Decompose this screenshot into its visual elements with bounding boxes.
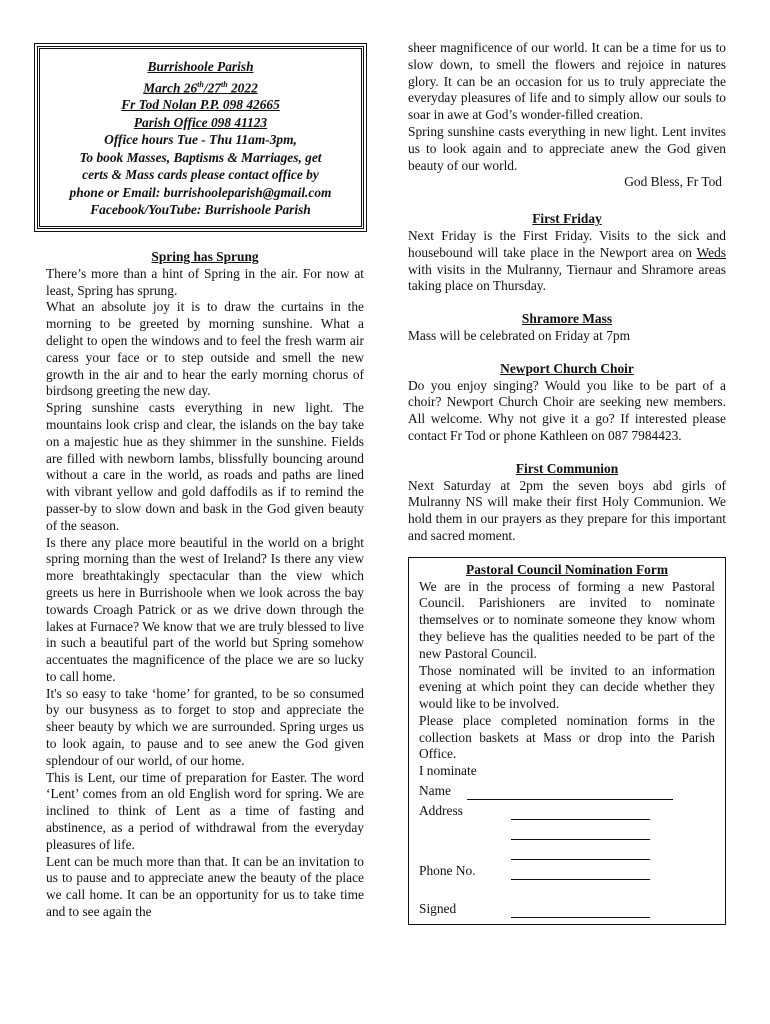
address-label: Address — [419, 803, 463, 819]
address-row-3 — [419, 840, 715, 860]
choir-text: Do you enjoy singing? Would you like to be part of a choir? Newport Church Choir are seeking new members. All welcome. Why not give it a go? If interested please contact Fr Tod or phone Kathleen on 087 7984423. — [408, 377, 726, 443]
address-row-2 — [419, 820, 715, 840]
date-line: March 26th/27th 2022 — [143, 79, 258, 95]
spring-paragraph: sheer magnificence of our world. It can be a time for us to slow down, to smell the flowers and rejoice in natures glory. It can be an occasion for us to truly appreciate the everyday pleasures of life and to simply allow our souls to soar in awe at God’s wonder-filled creation. — [408, 40, 726, 123]
name-row — [419, 780, 715, 800]
signed-row — [419, 898, 715, 918]
address-row — [419, 800, 715, 820]
form-title: Pastoral Council Nomination Form — [466, 561, 668, 577]
choir-title: Newport Church Choir — [500, 360, 634, 376]
form-paragraph: Please place completed nomination forms in the collection baskets at Mass or drop into the Parish Office. — [419, 712, 715, 762]
shramore-text: Mass will be celebrated on Friday at 7pm — [408, 327, 631, 343]
spring-paragraph: It's so easy to take ‘home’ for granted, to be so consumed by our busyness as to forget to stop and appreciate the sheer beauty by which we are surrounded. Spring urges us to look again, to pause and to see anew the God given splendour of our world, of our home. — [46, 685, 364, 768]
form-paragraph: We are in the process of forming a new Pastoral Council. Parishioners are invited to nominate themselves or to nominate someone they know whom they believe has the qualities needed to be part of the new Pastoral Council. — [419, 578, 715, 661]
communion-title: First Communion — [515, 460, 619, 476]
signed-label: Signed — [419, 901, 457, 917]
address-field-2[interactable] — [511, 826, 650, 840]
i-nominate-label: I nominate — [419, 763, 477, 779]
spring-paragraph: Lent can be much more than that. It can be an invitation to us to pause and to appreciate anew the beauty of the place we call home. It can be an opportunity for us to take time and to see again the — [46, 853, 364, 920]
right-column — [408, 40, 726, 925]
spring-paragraph: There’s more than a hint of Spring in the air. For now at least, Spring has sprung. — [46, 265, 364, 298]
phone-label: Phone No. — [419, 863, 476, 879]
spring-paragraph: Spring sunshine casts everything in new light. The mountains look crisp and clear, the islands on the bay take on a majestic hue as they shimmer in the sunshine. Fields are filled with newborn lambs, blissfully bouncing around without a care in the world, as roads and paths are lined with vibrant yellow and gold daffodils as if to remind the passer-by to slow down and bask in the God given beauty of the season. — [46, 400, 364, 533]
priest-phone: Fr Tod Nolan P.P. 098 42665 — [121, 97, 280, 113]
address-field-3[interactable] — [511, 846, 650, 860]
signed-field[interactable] — [511, 904, 650, 918]
signature-line: God Bless, Fr Tod — [624, 174, 722, 190]
social-line: Facebook/YouTube: Burrishoole Parish — [90, 202, 311, 218]
first-friday-text: Next Friday is the First Friday. Visits to the sick and housebound will take place in the Newport area on Weds with visits in the Mulranny, Tiernaur and Shramore areas taking place on Thursday. — [408, 227, 726, 294]
parish-header-box — [37, 46, 364, 229]
parish-name: Burrishoole Parish — [147, 59, 254, 74]
spring-paragraph: Spring sunshine casts everything in new light. Lent invites us to look again and to appreciate anew the God given beauty of our world. — [408, 123, 726, 173]
nomination-form — [408, 557, 726, 925]
phone-row — [419, 860, 715, 880]
email-line: phone or Email: burrishooleparish@gmail.com — [69, 184, 332, 200]
communion-text: Next Saturday at 2pm the seven boys abd girls of Mulranny NS will make their first Holy Communion. We hold them in our prayers as they prepare for this important and sacred moment. — [408, 477, 726, 543]
name-label: Name — [419, 783, 451, 799]
address-field-1[interactable] — [511, 806, 650, 820]
spring-paragraph: Is there any place more beautiful in the world on a bright spring morning than the west of Ireland? Is there any view more breathtakingly spectacular than the view which greets us here in Burrishoole when we look across the bay towards Croagh Patrick or as we drive down through the lakes at Furnace? We know that we are truly blessed to live in such a beautiful part of the world but Spring somehow accentuates the magnificence of the place we are so lucky to call home. — [46, 534, 364, 684]
spring-paragraph: What an absolute joy it is to draw the curtains in the morning to be greeted by morning sunshine. What a delight to open the windows and to feel the fresh warm air caress your face or to step outside and smell the new growth in the air and to hear the early morning chorus of birdsong greeting the new day. — [46, 299, 364, 399]
booking-info-1: To book Masses, Baptisms & Marriages, get — [79, 149, 322, 165]
booking-info-2: certs & Mass cards please contact office by — [82, 167, 319, 183]
spring-paragraph: This is Lent, our time of preparation for Easter. The word ‘Lent’ comes from an old English word for spring. We are inclined to think of Lent as a time of fasting and abstinence, as a period of withdrawal from the everyday pleasures of life. — [46, 769, 364, 852]
phone-field[interactable] — [511, 866, 650, 880]
shramore-title: Shramore Mass — [521, 311, 613, 327]
office-hours: Office hours Tue - Thu 11am-3pm, — [104, 132, 297, 148]
left-column — [46, 40, 364, 921]
office-phone: Parish Office 098 41123 — [133, 114, 268, 130]
spring-title: Spring has Sprung — [151, 248, 259, 264]
name-field[interactable] — [467, 786, 673, 800]
form-paragraph: Those nominated will be invited to an information evening at which point they can decide whether they would like to be involved. — [419, 662, 715, 712]
first-friday-title: First Friday — [532, 211, 602, 227]
